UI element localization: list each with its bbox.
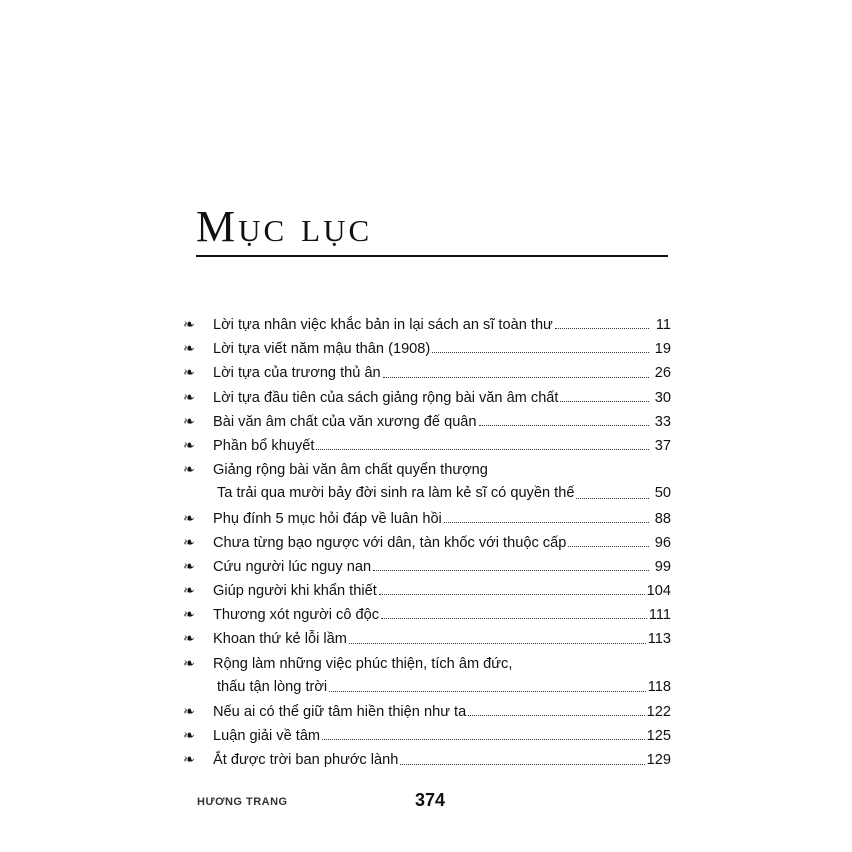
toc-entry — [183, 723, 671, 747]
toc-line — [183, 530, 671, 554]
toc-line — [183, 723, 671, 747]
toc-entry — [183, 385, 671, 409]
toc-entry — [183, 554, 671, 578]
toc-entry-title: Khoan thứ kẻ lỗi lầm — [213, 631, 347, 648]
toc-entry — [183, 506, 671, 530]
toc-entry — [183, 312, 671, 336]
toc-entry — [183, 433, 671, 457]
toc-entry-title: Phần bổ khuyết — [213, 437, 315, 454]
toc-line — [183, 651, 671, 675]
dot-leader — [316, 449, 649, 450]
toc-line — [183, 578, 671, 602]
toc-page-number: 37 — [654, 437, 671, 454]
fleuron-bullet-icon: ❧ — [183, 703, 195, 719]
fleuron-bullet-icon: ❧ — [183, 364, 195, 381]
toc-entry — [183, 336, 671, 360]
toc-page-number: 19 — [654, 341, 671, 358]
toc-line — [183, 602, 671, 626]
dot-leader — [400, 764, 644, 765]
toc-line — [183, 481, 671, 505]
toc-entry — [183, 651, 671, 699]
toc-page-number: 113 — [647, 631, 671, 648]
dot-leader — [349, 643, 646, 644]
dot-leader — [576, 498, 649, 499]
toc-page-number: 88 — [654, 510, 671, 527]
toc-line — [183, 554, 671, 578]
toc-entry-title: Lời tựa viết năm mậu thân (1908) — [213, 341, 431, 358]
dot-leader — [479, 425, 649, 426]
title-underline — [196, 255, 668, 257]
fleuron-bullet-icon: ❧ — [183, 533, 195, 550]
toc-page-number: 104 — [646, 583, 671, 600]
toc-line — [183, 385, 671, 409]
toc-entry — [183, 626, 671, 650]
toc-page-number: 129 — [646, 752, 671, 769]
fleuron-bullet-icon: ❧ — [183, 582, 195, 599]
dot-leader — [379, 594, 645, 595]
dot-leader — [432, 352, 649, 353]
toc-entry — [183, 360, 671, 384]
toc-page-number: 99 — [654, 558, 671, 575]
fleuron-bullet-icon: ❧ — [183, 461, 195, 478]
toc-entry-title: Luận giải về tâm — [213, 728, 321, 745]
toc-entry-title: Giúp người khi khẩn thiết — [213, 583, 377, 600]
toc-page-number: 122 — [646, 704, 671, 720]
toc-page-number: 11 — [655, 317, 671, 333]
toc-entry — [183, 409, 671, 433]
toc-entry-title: Lời tựa đầu tiên của sách giảng rộng bài văn âm chất — [213, 389, 559, 406]
fleuron-bullet-icon: ❧ — [183, 727, 195, 744]
dot-leader — [329, 691, 646, 692]
dot-leader — [568, 546, 649, 547]
toc-page-number: 118 — [647, 678, 671, 695]
toc-page-number: 125 — [646, 728, 671, 745]
toc-entry — [183, 578, 671, 602]
toc-page-number: 96 — [654, 534, 671, 551]
toc-entry-title: Cứu người lúc nguy nan — [213, 558, 372, 575]
toc-entry — [183, 530, 671, 554]
toc-page-number: 111 — [648, 607, 671, 624]
toc-line — [183, 433, 671, 457]
toc-entry-title: Phụ đính 5 mục hỏi đáp về luân hồi — [213, 510, 442, 527]
toc-entry — [183, 457, 671, 505]
toc-line — [183, 675, 671, 699]
fleuron-bullet-icon: ❧ — [183, 654, 195, 671]
toc-page-number: 50 — [654, 485, 671, 502]
fleuron-bullet-icon: ❧ — [183, 630, 195, 647]
toc-line — [183, 409, 671, 433]
toc-line — [183, 457, 671, 481]
toc-entry-title: Lời tựa của trương thủ ân — [213, 365, 381, 382]
toc-entry-title: Ta trải qua mười bảy đời sinh ra làm kẻ sĩ có quyền thế — [217, 485, 575, 502]
dot-leader — [383, 377, 649, 378]
toc-entry-title: Nếu ai có thể giữ tâm hiền thiện như ta — [213, 704, 467, 720]
toc-entry-title: Lời tựa nhân việc khắc bản in lại sách an sĩ toàn thư — [213, 317, 553, 333]
toc-entry — [183, 699, 671, 723]
toc-line — [183, 312, 671, 336]
toc-entry-title: Bài văn âm chất của văn xương đế quân — [213, 413, 477, 430]
dot-leader — [381, 618, 647, 619]
toc-line — [183, 699, 671, 723]
dot-leader — [468, 715, 644, 716]
fleuron-bullet-icon: ❧ — [183, 751, 195, 768]
dot-leader — [444, 522, 649, 523]
fleuron-bullet-icon: ❧ — [183, 606, 195, 623]
toc-line — [183, 336, 671, 360]
toc-entry-title: Thương xót người cô độc — [213, 607, 380, 624]
toc-line — [183, 747, 671, 771]
toc-page-number: 26 — [654, 365, 671, 382]
fleuron-bullet-icon: ❧ — [183, 412, 195, 429]
table-of-contents — [183, 312, 671, 772]
toc-entry-title: Rộng làm những việc phúc thiện, tích âm đức, — [213, 655, 513, 672]
publisher-name: HƯƠNG TRANG — [197, 796, 288, 808]
toc-page-number: 30 — [654, 389, 671, 406]
page-title: Mục lục — [196, 202, 373, 251]
dot-leader — [560, 401, 649, 402]
fleuron-bullet-icon: ❧ — [183, 316, 195, 332]
fleuron-bullet-icon: ❧ — [183, 557, 195, 574]
toc-line — [183, 626, 671, 650]
toc-entry — [183, 747, 671, 771]
dot-leader — [373, 570, 649, 571]
toc-entry-title: Ắt được trời ban phước lành — [213, 752, 399, 769]
toc-line — [183, 506, 671, 530]
fleuron-bullet-icon: ❧ — [183, 509, 195, 526]
dot-leader — [322, 739, 645, 740]
toc-entry-title: thấu tận lòng trời — [217, 678, 328, 695]
toc-entry — [183, 602, 671, 626]
page-number: 374 — [414, 790, 446, 810]
toc-line — [183, 360, 671, 384]
fleuron-bullet-icon: ❧ — [183, 388, 195, 405]
fleuron-bullet-icon: ❧ — [183, 436, 195, 453]
toc-entry-title: Chưa từng bạo ngược với dân, tàn khốc với thuộc cấp — [213, 534, 567, 551]
dot-leader — [555, 328, 649, 329]
toc-page-number: 33 — [654, 413, 671, 430]
fleuron-bullet-icon: ❧ — [183, 340, 195, 357]
toc-entry-title: Giảng rộng bài văn âm chất quyển thượng — [213, 462, 488, 479]
